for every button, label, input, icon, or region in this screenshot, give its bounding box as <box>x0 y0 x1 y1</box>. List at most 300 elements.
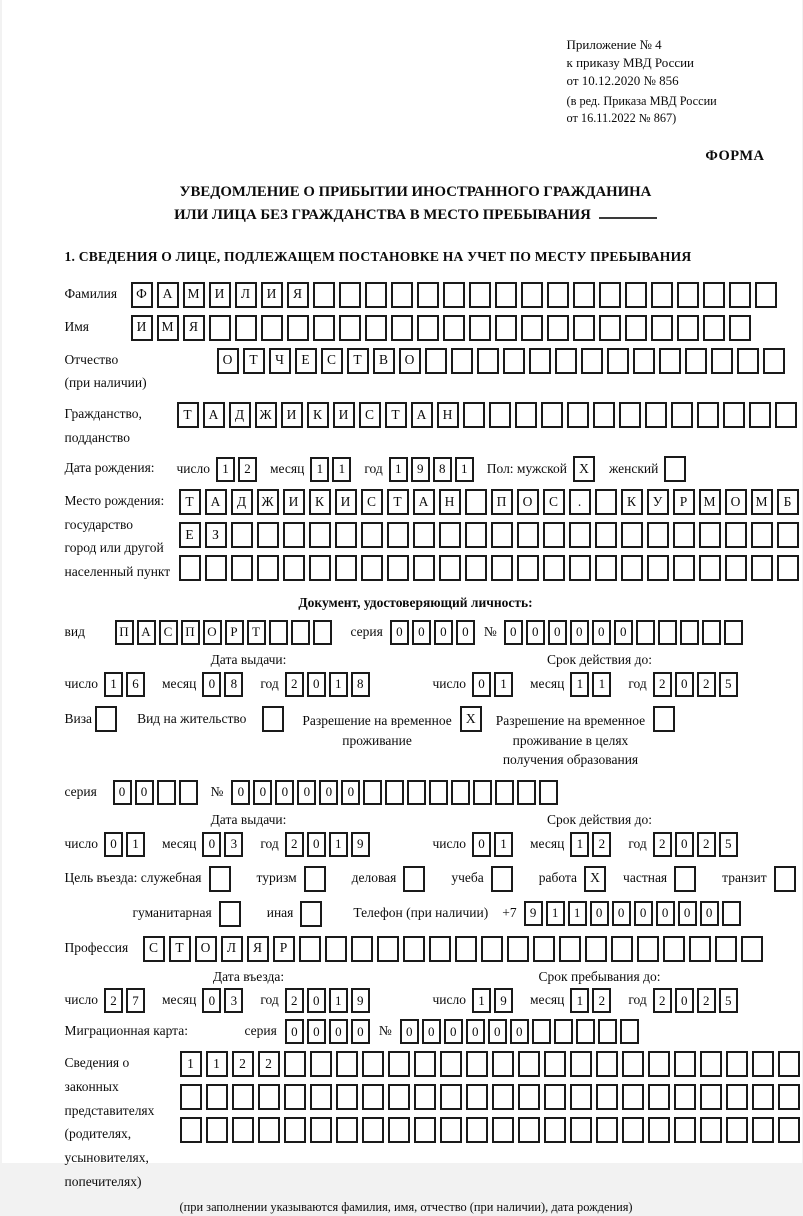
char-box[interactable] <box>651 315 673 341</box>
char-box[interactable]: 0 <box>202 988 221 1013</box>
char-box[interactable] <box>385 780 404 805</box>
char-box[interactable] <box>503 348 525 374</box>
char-box[interactable] <box>677 315 699 341</box>
char-box[interactable] <box>598 1019 617 1044</box>
char-box[interactable] <box>648 1084 670 1110</box>
char-box[interactable] <box>414 1084 436 1110</box>
char-box[interactable] <box>544 1117 566 1143</box>
char-box[interactable] <box>388 1084 410 1110</box>
char-box[interactable] <box>517 522 539 548</box>
char-box[interactable]: К <box>309 489 331 515</box>
char-box[interactable] <box>763 348 785 374</box>
char-box[interactable]: М <box>699 489 721 515</box>
char-box[interactable] <box>463 402 485 428</box>
char-box[interactable]: Р <box>273 936 295 962</box>
char-box[interactable]: С <box>361 489 383 515</box>
char-box[interactable]: X <box>460 706 482 732</box>
char-box[interactable] <box>365 315 387 341</box>
char-box[interactable] <box>517 555 539 581</box>
char-box[interactable]: Д <box>229 402 251 428</box>
char-box[interactable]: 2 <box>285 988 304 1013</box>
char-box[interactable]: А <box>137 620 156 645</box>
char-box[interactable] <box>521 282 543 308</box>
char-box[interactable] <box>257 555 279 581</box>
char-box[interactable]: С <box>543 489 565 515</box>
char-box[interactable] <box>469 315 491 341</box>
char-box[interactable] <box>361 522 383 548</box>
char-box[interactable] <box>544 1051 566 1077</box>
char-box[interactable]: 0 <box>614 620 633 645</box>
char-box[interactable] <box>304 866 326 892</box>
char-box[interactable]: 1 <box>310 457 329 482</box>
char-box[interactable]: Т <box>179 489 201 515</box>
char-box[interactable] <box>567 402 589 428</box>
char-box[interactable] <box>596 1051 618 1077</box>
char-box[interactable] <box>209 315 231 341</box>
char-box[interactable] <box>637 936 659 962</box>
char-box[interactable] <box>413 555 435 581</box>
char-box[interactable] <box>585 936 607 962</box>
char-box[interactable]: И <box>335 489 357 515</box>
char-box[interactable] <box>749 402 771 428</box>
char-box[interactable]: . <box>569 489 591 515</box>
char-box[interactable]: 9 <box>351 988 370 1013</box>
char-box[interactable]: 2 <box>653 988 672 1013</box>
char-box[interactable]: Е <box>295 348 317 374</box>
char-box[interactable]: 1 <box>332 457 351 482</box>
char-box[interactable] <box>726 1084 748 1110</box>
char-box[interactable] <box>465 522 487 548</box>
char-box[interactable] <box>599 282 621 308</box>
char-box[interactable]: С <box>321 348 343 374</box>
char-box[interactable] <box>659 348 681 374</box>
char-box[interactable] <box>699 522 721 548</box>
char-box[interactable] <box>377 936 399 962</box>
char-box[interactable]: К <box>307 402 329 428</box>
char-box[interactable] <box>645 402 667 428</box>
char-box[interactable]: 2 <box>653 672 672 697</box>
char-box[interactable]: 1 <box>546 901 565 926</box>
char-box[interactable]: А <box>205 489 227 515</box>
char-box[interactable] <box>232 1084 254 1110</box>
char-box[interactable] <box>647 555 669 581</box>
char-box[interactable] <box>715 936 737 962</box>
char-box[interactable]: 0 <box>510 1019 529 1044</box>
char-box[interactable]: О <box>399 348 421 374</box>
char-box[interactable] <box>95 706 117 732</box>
char-box[interactable] <box>521 315 543 341</box>
char-box[interactable] <box>336 1084 358 1110</box>
char-box[interactable] <box>495 282 517 308</box>
char-box[interactable] <box>440 1117 462 1143</box>
char-box[interactable] <box>287 315 309 341</box>
char-box[interactable]: X <box>584 866 606 892</box>
char-box[interactable]: 0 <box>104 832 123 857</box>
char-box[interactable] <box>648 1051 670 1077</box>
char-box[interactable] <box>529 348 551 374</box>
char-box[interactable]: 2 <box>238 457 257 482</box>
char-box[interactable] <box>595 555 617 581</box>
char-box[interactable] <box>741 936 763 962</box>
char-box[interactable]: 8 <box>433 457 452 482</box>
char-box[interactable]: 0 <box>422 1019 441 1044</box>
char-box[interactable] <box>495 315 517 341</box>
char-box[interactable] <box>313 282 335 308</box>
char-box[interactable]: И <box>333 402 355 428</box>
char-box[interactable] <box>477 348 499 374</box>
char-box[interactable]: 1 <box>455 457 474 482</box>
char-box[interactable]: 5 <box>719 832 738 857</box>
char-box[interactable]: 7 <box>126 988 145 1013</box>
char-box[interactable] <box>576 1019 595 1044</box>
char-box[interactable] <box>651 282 673 308</box>
char-box[interactable]: 3 <box>224 988 243 1013</box>
char-box[interactable] <box>451 780 470 805</box>
char-box[interactable]: 1 <box>126 832 145 857</box>
char-box[interactable] <box>737 348 759 374</box>
char-box[interactable] <box>492 1051 514 1077</box>
char-box[interactable] <box>596 1117 618 1143</box>
char-box[interactable]: 1 <box>570 832 589 857</box>
char-box[interactable] <box>633 348 655 374</box>
char-box[interactable]: Ч <box>269 348 291 374</box>
char-box[interactable]: 0 <box>434 620 453 645</box>
char-box[interactable] <box>365 282 387 308</box>
char-box[interactable]: 6 <box>126 672 145 697</box>
char-box[interactable] <box>179 555 201 581</box>
char-box[interactable] <box>473 780 492 805</box>
char-box[interactable] <box>570 1084 592 1110</box>
char-box[interactable]: П <box>115 620 134 645</box>
char-box[interactable] <box>700 1051 722 1077</box>
char-box[interactable] <box>625 282 647 308</box>
char-box[interactable] <box>703 282 725 308</box>
char-box[interactable]: О <box>217 348 239 374</box>
char-box[interactable] <box>699 555 721 581</box>
char-box[interactable] <box>466 1084 488 1110</box>
char-box[interactable] <box>391 282 413 308</box>
char-box[interactable] <box>414 1117 436 1143</box>
char-box[interactable]: З <box>205 522 227 548</box>
char-box[interactable] <box>232 1117 254 1143</box>
char-box[interactable] <box>625 315 647 341</box>
char-box[interactable] <box>417 315 439 341</box>
char-box[interactable] <box>491 555 513 581</box>
char-box[interactable]: Р <box>225 620 244 645</box>
char-box[interactable] <box>726 1051 748 1077</box>
char-box[interactable] <box>387 555 409 581</box>
char-box[interactable]: 0 <box>634 901 653 926</box>
char-box[interactable] <box>403 936 425 962</box>
char-box[interactable] <box>388 1051 410 1077</box>
char-box[interactable]: 1 <box>592 672 611 697</box>
char-box[interactable] <box>466 1117 488 1143</box>
char-box[interactable]: 0 <box>592 620 611 645</box>
char-box[interactable] <box>231 522 253 548</box>
char-box[interactable]: Б <box>777 489 799 515</box>
char-box[interactable]: 1 <box>568 901 587 926</box>
char-box[interactable] <box>299 936 321 962</box>
char-box[interactable] <box>755 282 777 308</box>
char-box[interactable] <box>622 1117 644 1143</box>
char-box[interactable] <box>673 555 695 581</box>
char-box[interactable] <box>664 456 686 482</box>
char-box[interactable] <box>465 489 487 515</box>
char-box[interactable]: И <box>131 315 153 341</box>
char-box[interactable] <box>674 1051 696 1077</box>
char-box[interactable] <box>417 282 439 308</box>
char-box[interactable]: Я <box>247 936 269 962</box>
char-box[interactable]: 2 <box>104 988 123 1013</box>
char-box[interactable] <box>495 780 514 805</box>
char-box[interactable]: Д <box>231 489 253 515</box>
char-box[interactable]: П <box>491 489 513 515</box>
char-box[interactable] <box>205 555 227 581</box>
char-box[interactable] <box>700 1117 722 1143</box>
char-box[interactable] <box>262 706 284 732</box>
char-box[interactable]: 0 <box>526 620 545 645</box>
char-box[interactable]: 0 <box>504 620 523 645</box>
char-box[interactable]: 0 <box>400 1019 419 1044</box>
char-box[interactable] <box>658 620 677 645</box>
char-box[interactable]: 0 <box>253 780 272 805</box>
char-box[interactable] <box>388 1117 410 1143</box>
char-box[interactable] <box>619 402 641 428</box>
char-box[interactable] <box>361 555 383 581</box>
char-box[interactable] <box>284 1117 306 1143</box>
char-box[interactable] <box>595 489 617 515</box>
char-box[interactable]: 1 <box>329 832 348 857</box>
char-box[interactable] <box>595 522 617 548</box>
char-box[interactable]: 0 <box>307 988 326 1013</box>
char-box[interactable]: 9 <box>494 988 513 1013</box>
char-box[interactable] <box>729 315 751 341</box>
char-box[interactable]: И <box>209 282 231 308</box>
char-box[interactable] <box>284 1051 306 1077</box>
char-box[interactable] <box>555 348 577 374</box>
char-box[interactable]: 3 <box>224 832 243 857</box>
char-box[interactable] <box>491 522 513 548</box>
char-box[interactable] <box>596 1084 618 1110</box>
char-box[interactable]: О <box>203 620 222 645</box>
char-box[interactable] <box>413 522 435 548</box>
char-box[interactable]: 1 <box>570 672 589 697</box>
char-box[interactable] <box>284 1084 306 1110</box>
char-box[interactable] <box>439 555 461 581</box>
char-box[interactable] <box>700 1084 722 1110</box>
char-box[interactable] <box>778 1084 800 1110</box>
char-box[interactable]: 1 <box>570 988 589 1013</box>
char-box[interactable] <box>697 402 719 428</box>
char-box[interactable]: Л <box>235 282 257 308</box>
char-box[interactable] <box>726 1117 748 1143</box>
char-box[interactable]: А <box>157 282 179 308</box>
char-box[interactable]: 0 <box>113 780 132 805</box>
char-box[interactable] <box>507 936 529 962</box>
char-box[interactable] <box>674 866 696 892</box>
char-box[interactable]: Т <box>247 620 266 645</box>
char-box[interactable] <box>533 936 555 962</box>
char-box[interactable] <box>257 522 279 548</box>
char-box[interactable] <box>775 402 797 428</box>
char-box[interactable] <box>547 315 569 341</box>
char-box[interactable] <box>647 522 669 548</box>
char-box[interactable]: 0 <box>231 780 250 805</box>
char-box[interactable] <box>703 315 725 341</box>
char-box[interactable] <box>443 282 465 308</box>
char-box[interactable]: И <box>261 282 283 308</box>
char-box[interactable] <box>581 348 603 374</box>
char-box[interactable]: 1 <box>494 832 513 857</box>
char-box[interactable] <box>539 780 558 805</box>
char-box[interactable]: 0 <box>307 832 326 857</box>
char-box[interactable] <box>593 402 615 428</box>
char-box[interactable] <box>209 866 231 892</box>
char-box[interactable] <box>751 522 773 548</box>
char-box[interactable] <box>362 1051 384 1077</box>
char-box[interactable]: Я <box>183 315 205 341</box>
char-box[interactable]: Ф <box>131 282 153 308</box>
char-box[interactable]: 0 <box>135 780 154 805</box>
char-box[interactable]: 0 <box>675 832 694 857</box>
char-box[interactable]: 1 <box>494 672 513 697</box>
char-box[interactable]: 0 <box>570 620 589 645</box>
char-box[interactable]: 0 <box>590 901 609 926</box>
char-box[interactable] <box>570 1117 592 1143</box>
char-box[interactable]: Т <box>385 402 407 428</box>
char-box[interactable]: И <box>283 489 305 515</box>
char-box[interactable] <box>391 315 413 341</box>
char-box[interactable] <box>724 620 743 645</box>
char-box[interactable]: 2 <box>592 832 611 857</box>
char-box[interactable] <box>751 555 773 581</box>
char-box[interactable] <box>362 1084 384 1110</box>
char-box[interactable]: 2 <box>232 1051 254 1077</box>
char-box[interactable] <box>543 555 565 581</box>
char-box[interactable] <box>310 1117 332 1143</box>
char-box[interactable]: Р <box>673 489 695 515</box>
char-box[interactable]: С <box>143 936 165 962</box>
char-box[interactable] <box>309 522 331 548</box>
char-box[interactable] <box>335 522 357 548</box>
char-box[interactable] <box>702 620 721 645</box>
char-box[interactable] <box>547 282 569 308</box>
char-box[interactable]: 1 <box>104 672 123 697</box>
char-box[interactable] <box>179 780 198 805</box>
char-box[interactable]: О <box>517 489 539 515</box>
char-box[interactable]: 0 <box>319 780 338 805</box>
char-box[interactable]: В <box>373 348 395 374</box>
char-box[interactable] <box>269 620 288 645</box>
char-box[interactable] <box>310 1084 332 1110</box>
char-box[interactable] <box>541 402 563 428</box>
char-box[interactable]: Л <box>221 936 243 962</box>
char-box[interactable]: С <box>159 620 178 645</box>
char-box[interactable]: У <box>647 489 669 515</box>
char-box[interactable]: 0 <box>351 1019 370 1044</box>
char-box[interactable]: Т <box>169 936 191 962</box>
char-box[interactable]: 1 <box>206 1051 228 1077</box>
char-box[interactable] <box>559 936 581 962</box>
char-box[interactable] <box>455 936 477 962</box>
char-box[interactable] <box>599 315 621 341</box>
char-box[interactable] <box>261 315 283 341</box>
char-box[interactable] <box>778 1051 800 1077</box>
char-box[interactable] <box>573 315 595 341</box>
char-box[interactable]: 2 <box>592 988 611 1013</box>
char-box[interactable] <box>283 555 305 581</box>
char-box[interactable] <box>515 402 537 428</box>
char-box[interactable]: 1 <box>216 457 235 482</box>
char-box[interactable]: 0 <box>444 1019 463 1044</box>
char-box[interactable]: Ж <box>255 402 277 428</box>
char-box[interactable] <box>492 1117 514 1143</box>
char-box[interactable] <box>489 402 511 428</box>
char-box[interactable] <box>157 780 176 805</box>
char-box[interactable] <box>680 620 699 645</box>
char-box[interactable]: 0 <box>678 901 697 926</box>
char-box[interactable] <box>258 1117 280 1143</box>
char-box[interactable] <box>429 936 451 962</box>
char-box[interactable] <box>777 555 799 581</box>
char-box[interactable] <box>671 402 693 428</box>
char-box[interactable] <box>439 522 461 548</box>
char-box[interactable]: 0 <box>285 1019 304 1044</box>
char-box[interactable]: Я <box>287 282 309 308</box>
char-box[interactable] <box>451 348 473 374</box>
char-box[interactable]: 0 <box>341 780 360 805</box>
char-box[interactable]: 0 <box>656 901 675 926</box>
char-box[interactable]: Е <box>179 522 201 548</box>
char-box[interactable] <box>778 1117 800 1143</box>
char-box[interactable]: 0 <box>307 1019 326 1044</box>
char-box[interactable]: П <box>181 620 200 645</box>
char-box[interactable] <box>336 1117 358 1143</box>
char-box[interactable] <box>653 706 675 732</box>
char-box[interactable] <box>663 936 685 962</box>
char-box[interactable]: А <box>411 402 433 428</box>
char-box[interactable]: К <box>621 489 643 515</box>
char-box[interactable] <box>517 780 536 805</box>
char-box[interactable]: Т <box>243 348 265 374</box>
char-box[interactable]: И <box>281 402 303 428</box>
char-box[interactable]: 0 <box>329 1019 348 1044</box>
char-box[interactable] <box>607 348 629 374</box>
char-box[interactable] <box>544 1084 566 1110</box>
char-box[interactable] <box>569 522 591 548</box>
char-box[interactable] <box>339 315 361 341</box>
char-box[interactable]: 0 <box>675 988 694 1013</box>
char-box[interactable]: 1 <box>180 1051 202 1077</box>
char-box[interactable]: 0 <box>466 1019 485 1044</box>
char-box[interactable] <box>403 866 425 892</box>
char-box[interactable] <box>648 1117 670 1143</box>
char-box[interactable]: Н <box>439 489 461 515</box>
char-box[interactable] <box>407 780 426 805</box>
char-box[interactable] <box>518 1084 540 1110</box>
char-box[interactable]: О <box>725 489 747 515</box>
char-box[interactable] <box>570 1051 592 1077</box>
char-box[interactable] <box>622 1084 644 1110</box>
char-box[interactable] <box>674 1084 696 1110</box>
char-box[interactable] <box>752 1117 774 1143</box>
char-box[interactable]: 0 <box>472 832 491 857</box>
char-box[interactable]: 9 <box>411 457 430 482</box>
char-box[interactable]: 1 <box>329 988 348 1013</box>
char-box[interactable] <box>443 315 465 341</box>
char-box[interactable]: Н <box>437 402 459 428</box>
char-box[interactable] <box>611 936 633 962</box>
